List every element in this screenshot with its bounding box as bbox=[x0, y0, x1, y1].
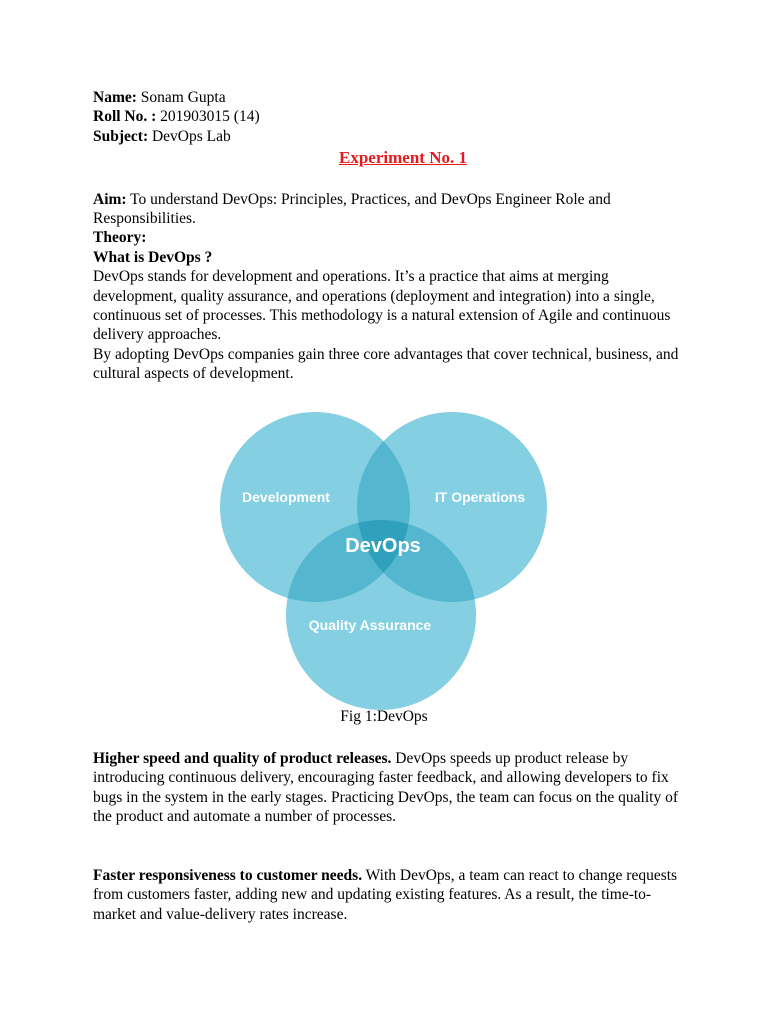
advantage-responsiveness bbox=[93, 866, 683, 924]
quality-assurance-label: Quality Assurance bbox=[308, 617, 432, 633]
advantage-text: DevOps speeds up product release by introducing continuous delivery, encouraging faster feedback, and allowing developers to fix bugs in the system in the early stages. Practicing DevOps, the team can focus on the quality of the product and automate a number of processes. bbox=[93, 750, 678, 826]
name-line bbox=[93, 88, 683, 107]
figure-caption: Fig 1:DevOps bbox=[340, 708, 428, 725]
document-body bbox=[93, 88, 683, 384]
roll-line bbox=[93, 107, 683, 126]
aim-paragraph bbox=[93, 190, 683, 229]
devops-center-label: DevOps bbox=[345, 535, 421, 557]
theory-heading: Theory: bbox=[93, 229, 147, 247]
experiment-title: Experiment No. 1 bbox=[339, 148, 467, 168]
advantage-text: With DevOps, a team can react to change requests from customers faster, adding new and updating existing features. As a result, the time-to-market and value-delivery rates increase. bbox=[93, 867, 678, 923]
development-label: Development bbox=[242, 489, 330, 505]
advantage-heading: Higher speed and quality of product releases. bbox=[93, 750, 392, 767]
advantage-speed-quality bbox=[93, 749, 683, 827]
theory-paragraph-1: DevOps stands for development and operations. It’s a practice that aims at merging development, quality assurance, and operations (deployment and integration) into a single, continuous set of processes. This methodology is a natural extension of Agile and continuous delivery approaches. bbox=[93, 268, 671, 344]
subject-label: Subject: bbox=[93, 127, 149, 145]
it-operations-label: IT Operations bbox=[434, 489, 526, 505]
subject-line bbox=[93, 127, 683, 146]
aim-label: Aim: bbox=[93, 190, 127, 208]
devops-venn-diagram bbox=[220, 412, 550, 710]
roll-label: Roll No. : bbox=[93, 108, 157, 126]
roll-value: 201903015 (14) bbox=[156, 108, 260, 126]
name-label: Name: bbox=[93, 89, 137, 106]
theory-paragraph-2: By adopting DevOps companies gain three core advantages that cover technical, business, and cultural aspects of development. bbox=[93, 345, 679, 383]
aim-text: To understand DevOps: Principles, Practices, and DevOps Engineer Role and Responsibilities. bbox=[93, 190, 611, 228]
advantage-heading: Faster responsiveness to customer needs. bbox=[93, 867, 363, 884]
devops-question: What is DevOps ? bbox=[93, 248, 213, 266]
name-value: Sonam Gupta bbox=[136, 89, 226, 106]
subject-value: DevOps Lab bbox=[148, 127, 231, 145]
